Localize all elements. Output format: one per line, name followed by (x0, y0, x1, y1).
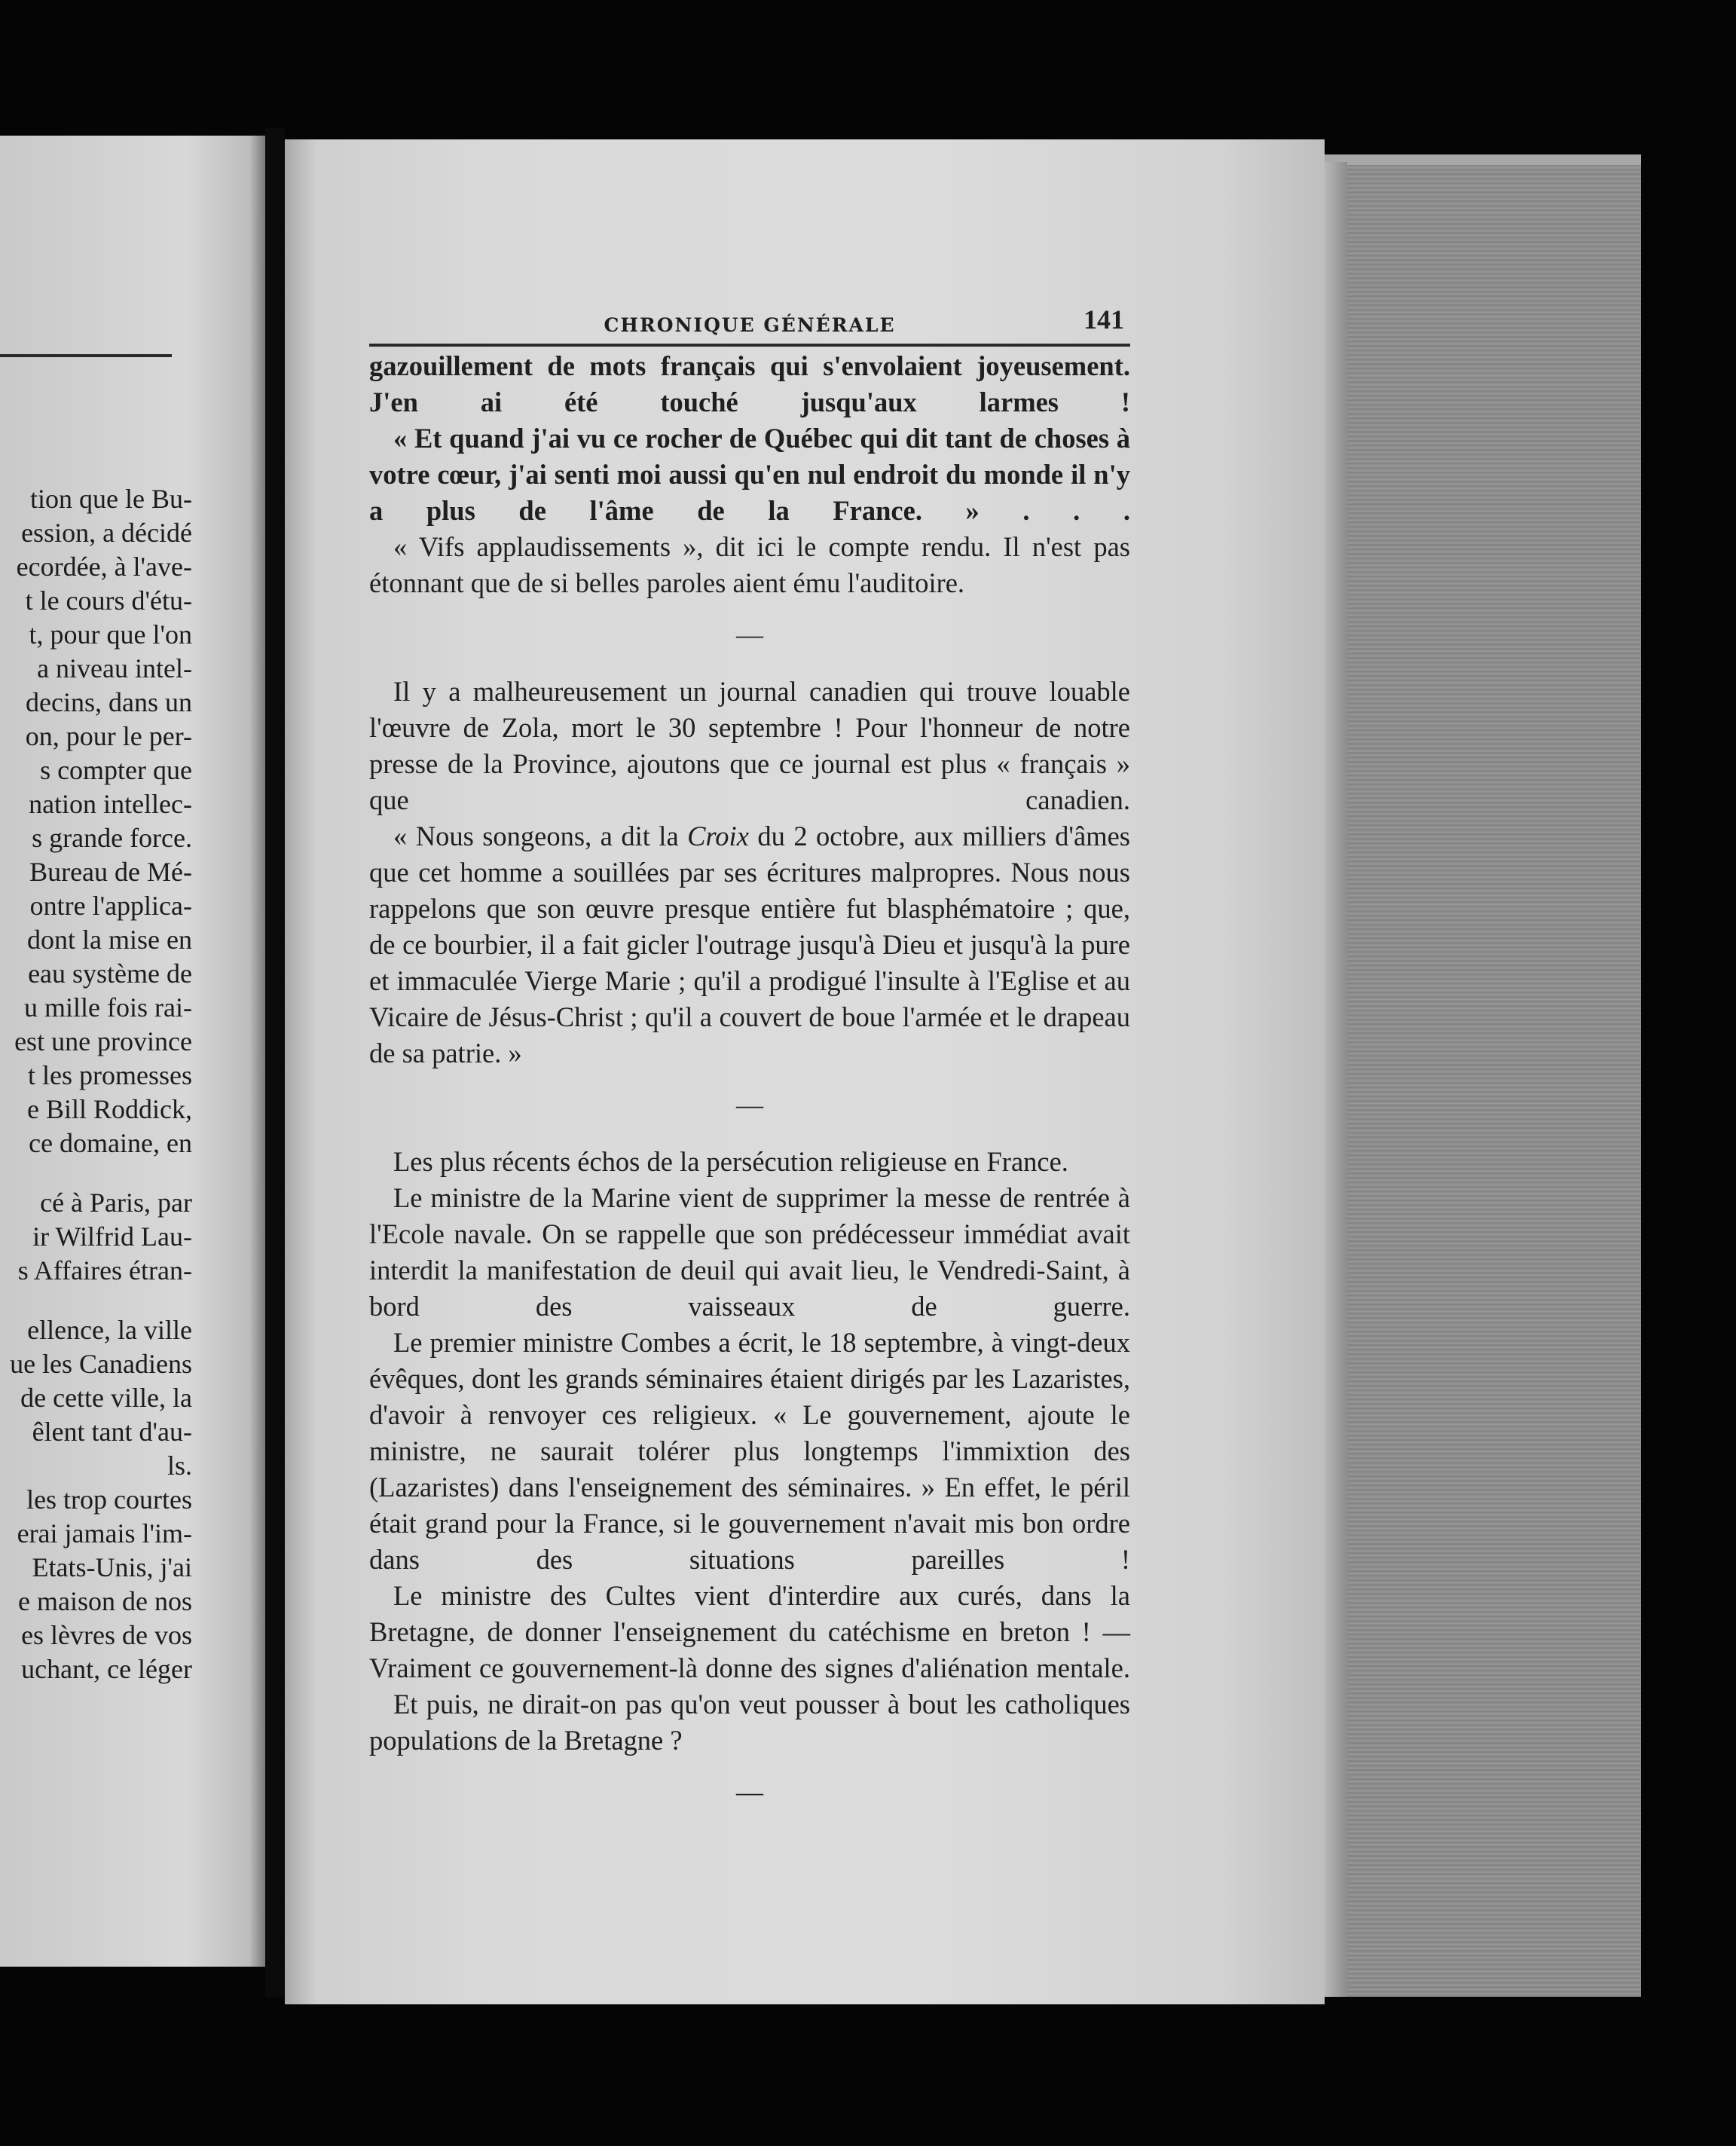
book-page-edges (1325, 162, 1641, 1997)
quote-text: « Nous songeons, a dit la (393, 821, 688, 851)
left-page-line: ce domaine, en (29, 1128, 192, 1158)
page-number: 141 (1083, 304, 1124, 335)
left-page-line: Etats-Unis, j'ai (32, 1552, 192, 1582)
left-page-line: nation intellec- (29, 789, 192, 819)
left-page-line: ecordée, à l'ave- (16, 552, 192, 582)
left-page-line: cé à Paris, par (40, 1188, 192, 1218)
left-page-line: s compter que (40, 755, 192, 785)
left-page-line: eau système de (28, 958, 192, 989)
section-separator: — (736, 1090, 763, 1120)
left-page-line: t les promesses (28, 1060, 192, 1090)
left-page-line: ellence, la ville (27, 1315, 192, 1345)
journal-title: Croix (687, 821, 749, 851)
left-page-line: erai jamais l'im- (17, 1518, 192, 1548)
left-page-line: ls. (167, 1451, 192, 1481)
left-page (0, 136, 265, 1967)
quote-paragraph (369, 818, 1130, 1071)
left-page-line: êlent tant d'au- (32, 1417, 192, 1447)
left-page-line: de cette ville, la (20, 1383, 192, 1413)
paragraph: Et puis, ne dirait-on pas qu'on veut pousser à bout les catholiques populations de la Bretagne ? (369, 1689, 1130, 1756)
paragraph: gazouillement de mots français qui s'envolaient joyeusement. J'en ai été touché jusqu'aux larmes ! (369, 350, 1130, 417)
paragraph: « Et quand j'ai vu ce rocher de Québec qui dit tant de choses à votre cœur, j'ai senti moi aussi qu'en nul endroit du monde il n'y a plus de l'âme de la France. » . . . (369, 423, 1130, 526)
running-head-title: CHRONIQUE GÉNÉRALE (604, 314, 896, 336)
section-separator: — (736, 1777, 763, 1807)
left-page-line: on, pour le per- (25, 721, 192, 751)
left-page-line: ession, a décidé (21, 518, 192, 548)
left-page-line: est une province (14, 1026, 192, 1056)
left-page-line: decins, dans un (26, 687, 192, 717)
left-page-line: les trop courtes (26, 1484, 192, 1515)
section-separator: — (736, 619, 763, 650)
left-page-line: e Bill Roddick, (27, 1094, 192, 1124)
paragraph: Les plus récents échos de la persécution religieuse en France. (393, 1146, 1068, 1177)
left-page-header-rule (0, 354, 172, 357)
book-gutter (265, 128, 285, 1997)
left-page-line: tion que le Bu- (30, 484, 192, 514)
header-rule (369, 344, 1130, 347)
left-page-line: ir Wilfrid Lau- (32, 1221, 192, 1252)
quote-text: du 2 octobre, aux milliers d'âmes que cet homme a souillées par ses écritures malpropres. Nous nous rappelons que son œuvre presque entière fut blasphématoire ; que, de ce bourbier, il a fait gicler l'outrage jusqu'à Dieu et jusqu'à la pure et immaculée Vierge Marie ; qu'il a prodigué l'insulte à l'Eglise et au Vicaire de Jésus-Christ ; qu'il a couvert de boue l'armée et le drapeau de sa patrie. » (369, 821, 1130, 1068)
left-page-line: es lèvres de vos (21, 1620, 192, 1650)
paragraph: « Vifs applaudissements », dit ici le compte rendu. Il n'est pas étonnant que de si belles paroles aient ému l'auditoire. (369, 531, 1130, 598)
left-page-line: Bureau de Mé- (29, 857, 192, 887)
left-page-line: t, pour que l'on (29, 619, 192, 650)
left-page-line: s Affaires étran- (17, 1255, 192, 1285)
left-page-line: ontre l'applica- (29, 891, 192, 921)
paragraph: Il y a malheureusement un journal canadien qui trouve louable l'œuvre de Zola, mort le 30 septembre ! Pour l'honneur de notre presse de la Province, ajoutons que ce journal est plus « français » que canadien. (369, 676, 1130, 815)
paragraph: Le ministre de la Marine vient de supprimer la messe de rentrée à l'Ecole navale. On se rappelle que son prédécesseur immédiat avait interdit la manifestation de deuil qui avait lieu, le Vendredi-Saint, à bord des vaisseaux de guerre. (369, 1182, 1130, 1322)
running-head (369, 301, 1130, 336)
page-text-block (369, 301, 1130, 1831)
right-page (285, 139, 1325, 2004)
left-page-line: u mille fois rai- (24, 992, 192, 1023)
left-page-line: t le cours d'étu- (25, 585, 192, 616)
paragraph: Le premier ministre Combes a écrit, le 18 septembre, à vingt-deux évêques, dont les grands séminaires étaient dirigés par les Lazaristes, d'avoir à renvoyer ces religieux. « Le gouvernement, ajoute le ministre, ne saurait tolérer plus longtemps l'immixtion des (Lazaristes) dans l'enseignement des séminaires. » En effet, le péril était grand pour la France, si le gouvernement n'avait mis bon ordre dans des situations pareilles ! (369, 1327, 1130, 1575)
paragraph: Le ministre des Cultes vient d'interdire aux curés, dans la Bretagne, de donner l'enseignement du catéchisme en breton ! — Vraiment ce gouvernement-là donne des signes d'aliénation mentale. (369, 1580, 1130, 1683)
left-page-line: s grande force. (32, 823, 192, 853)
left-page-line: e maison de nos (18, 1586, 192, 1616)
left-page-line: ue les Canadiens (10, 1349, 192, 1379)
left-page-line: a niveau intel- (37, 653, 192, 683)
left-page-line: dont la mise en (27, 925, 192, 955)
left-page-line: uchant, ce léger (21, 1654, 192, 1684)
